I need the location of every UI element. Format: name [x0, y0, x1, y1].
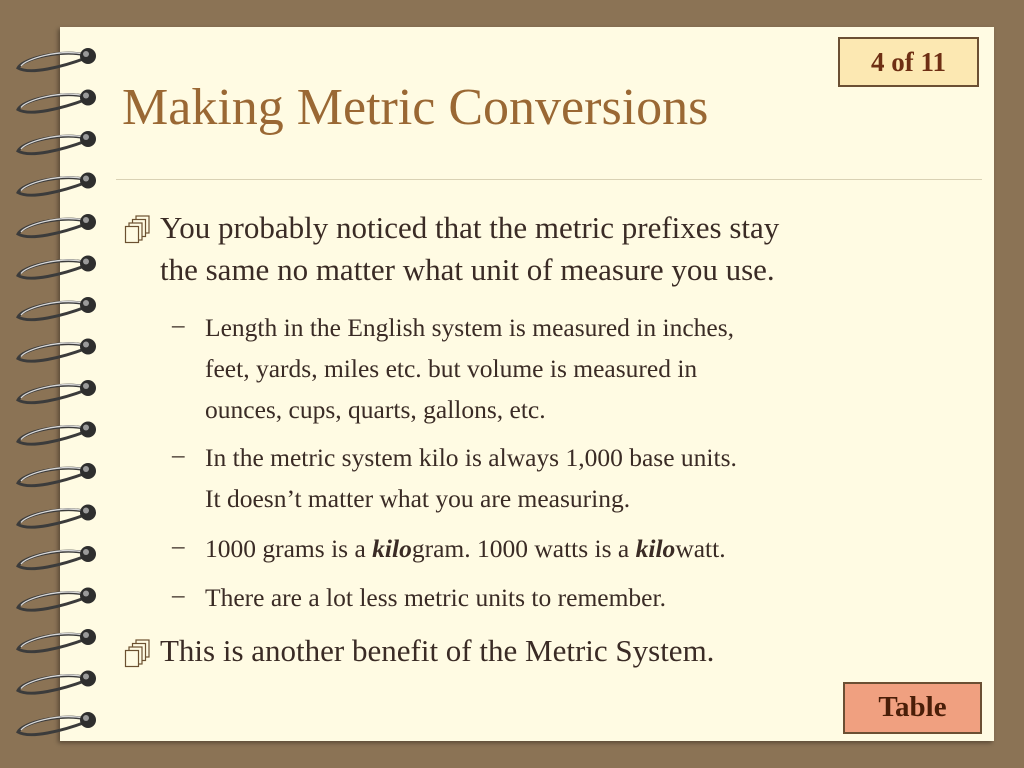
spiral-ring — [18, 422, 96, 445]
sub-bullet-dash: – — [172, 533, 185, 560]
bullet-item-2: This is another benefit of the Metric System. — [160, 633, 715, 668]
spiral-ring — [18, 463, 96, 486]
sub-bullet-item-1: Length in the English system is measured in inches, feet, yards, miles etc. but volume is measured in ounces, cups, quarts, gallons, etc. — [205, 313, 735, 424]
spiral-ring — [18, 48, 96, 71]
spiral-ring — [18, 256, 96, 279]
spiral-ring — [18, 214, 96, 237]
spiral-ring — [18, 505, 96, 528]
spiral-ring — [18, 131, 96, 154]
sub-bullet-item-3: 1000 grams is a kilogram. 1000 watts is a kilowatt. — [205, 534, 726, 563]
kilo-emphasis: kilo — [635, 534, 676, 563]
spiral-ring — [18, 588, 96, 611]
spiral-ring — [18, 297, 96, 320]
pages-stack-icon — [124, 214, 152, 244]
spiral-ring — [18, 380, 96, 403]
slide-counter: 4 of 11 — [838, 37, 979, 87]
title-divider — [116, 179, 982, 180]
sub-bullet-dash: – — [172, 312, 185, 339]
spiral-ring — [18, 173, 96, 196]
table-button[interactable]: Table — [843, 682, 982, 734]
kilo-emphasis: kilo — [372, 534, 412, 563]
pages-stack-icon — [124, 638, 152, 668]
spiral-ring — [18, 629, 96, 652]
spiral-ring — [18, 712, 96, 735]
bullet-item-1: You probably noticed that the metric prefixes stay the same no matter what unit of measure you use. — [160, 210, 780, 287]
spiral-binding-icon — [0, 0, 110, 768]
sub-bullet-item-4: There are a lot less metric units to remember. — [205, 583, 666, 612]
sub-bullet-item-2: In the metric system kilo is always 1,000 base units. It doesn’t matter what you are measuring. — [205, 443, 737, 513]
sub-bullet-dash: – — [172, 442, 185, 469]
spiral-ring — [18, 90, 96, 113]
spiral-ring — [18, 671, 96, 694]
page-title: Making Metric Conversions — [122, 79, 709, 136]
sub-bullet-dash: – — [172, 582, 185, 609]
spiral-ring — [18, 546, 96, 569]
spiral-ring — [18, 339, 96, 362]
